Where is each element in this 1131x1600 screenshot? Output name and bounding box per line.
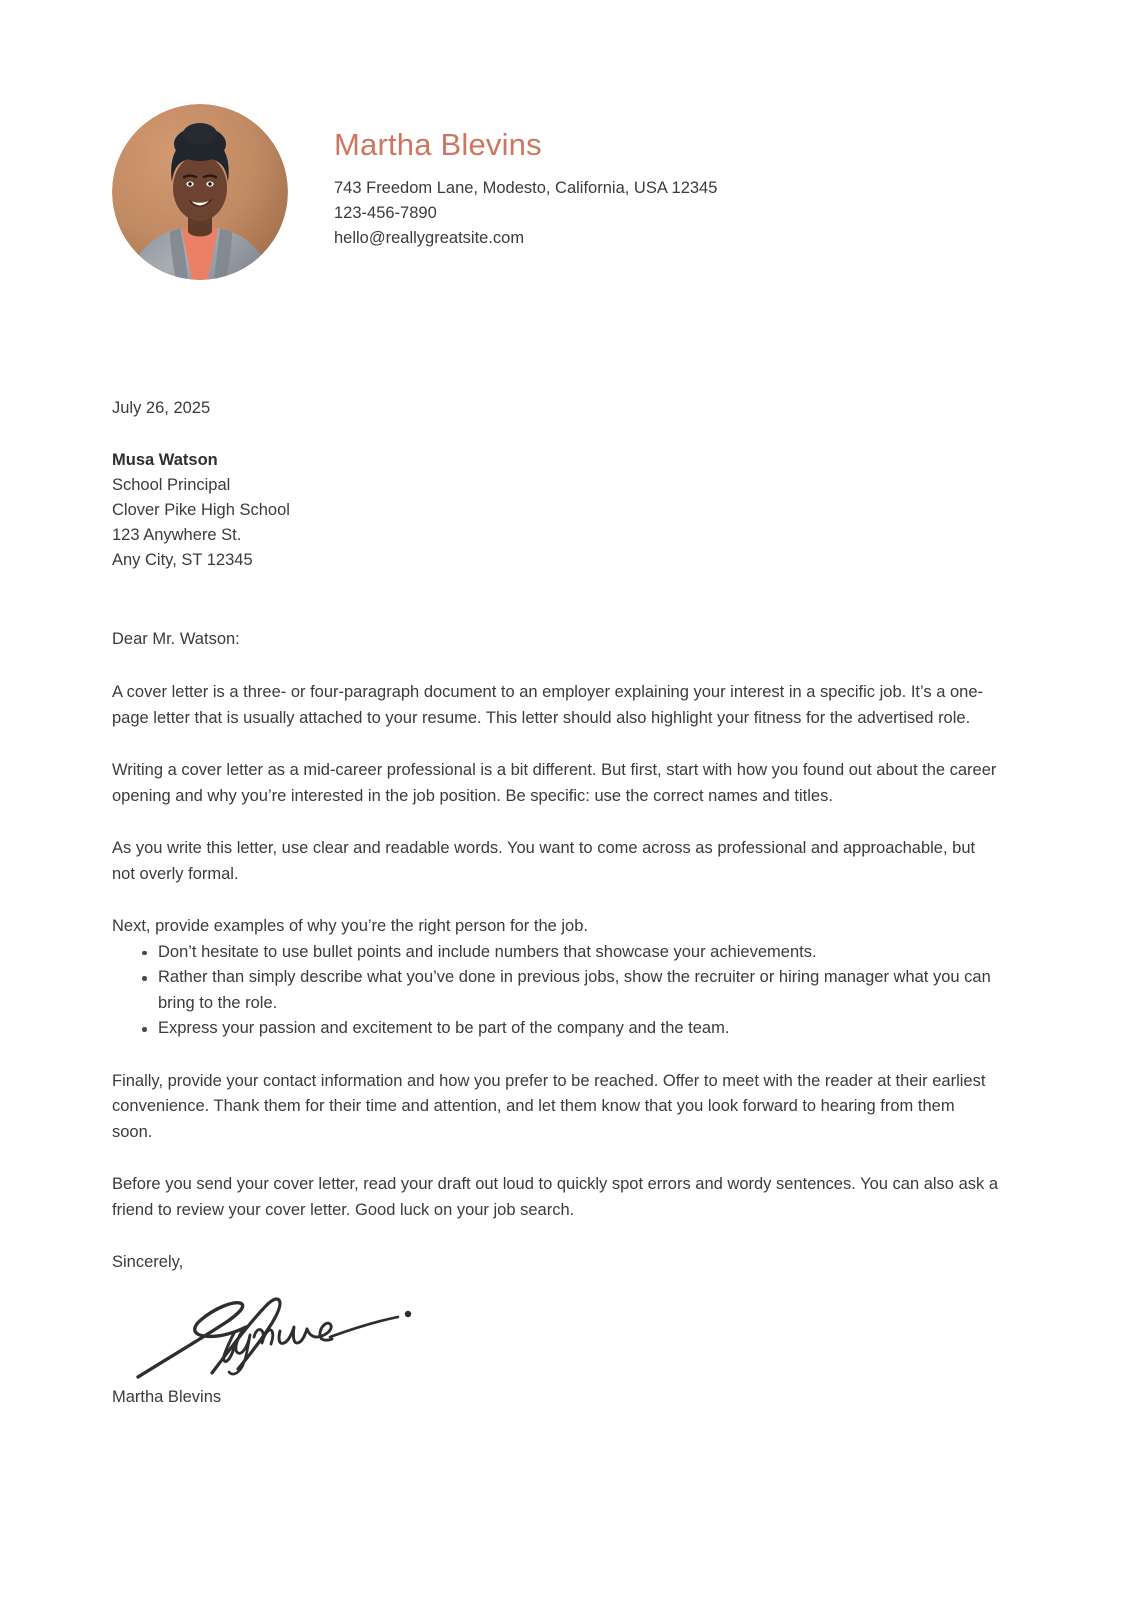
closing-paragraph-1: Finally, provide your contact information and how you prefer to be reached. Offer to meet with the reader at their earliest convenience. Thank them for their time and attention, and let them know that you look forward to hearing from them soon. — [112, 1071, 986, 1141]
sender-details — [334, 104, 717, 251]
list-item: Express your passion and excitement to be part of the company and the team. — [142, 1016, 998, 1042]
list-item: Rather than simply describe what you’ve done in previous jobs, show the recruiter or hiring manager what you can bring to the role. — [142, 965, 998, 1016]
letter-header — [112, 104, 717, 280]
handwritten-signature-icon — [130, 1281, 420, 1381]
recipient-block — [112, 448, 998, 573]
signature-image — [130, 1281, 998, 1381]
avatar — [112, 104, 288, 280]
recipient-title: School Principal — [112, 476, 231, 494]
portrait-photo-icon — [112, 104, 288, 280]
recipient-name: Musa Watson — [112, 451, 218, 469]
body-paragraph-3: As you write this letter, use clear and readable words. You want to come across as professional and approachable, but not overly formal. — [112, 839, 976, 883]
closing-paragraph-2: Before you send your cover letter, read your draft out loud to quickly spot errors and wordy sentences. You can also ask a friend to review your cover letter. Good luck on your job search. — [112, 1175, 999, 1219]
recipient-city-state-zip: Any City, ST 12345 — [112, 551, 253, 569]
sender-address: 743 Freedom Lane, Modesto, California, USA 12345 — [334, 179, 718, 198]
sender-email: hello@reallygreatsite.com — [334, 229, 525, 248]
letter-body — [112, 396, 998, 1410]
sign-off: Sincerely, — [112, 1253, 184, 1271]
recipient-street: 123 Anywhere St. — [112, 526, 242, 544]
body-paragraph-2: Writing a cover letter as a mid-career professional is a bit different. But first, start with how you found out about the career opening and why you’re interested in the job position. Be specific: use the correct names and titles. — [112, 761, 997, 805]
bullet-list — [112, 940, 998, 1042]
signer-name: Martha Blevins — [112, 1388, 222, 1406]
sender-phone: 123-456-7890 — [334, 204, 437, 223]
sender-name: Martha Blevins — [334, 127, 542, 162]
salutation: Dear Mr. Watson: — [112, 630, 240, 648]
recipient-organization: Clover Pike High School — [112, 501, 290, 519]
body-paragraph-1: A cover letter is a three- or four-paragraph document to an employer explaining your interest in a specific job. It’s a one-page letter that is usually attached to your resume. This letter should also highlight your fitness for the advertised role. — [112, 683, 983, 727]
letter-date: July 26, 2025 — [112, 399, 211, 417]
bullet-list-intro: Next, provide examples of why you’re the right person for the job. — [112, 917, 588, 935]
list-item: Don’t hesitate to use bullet points and include numbers that showcase your achievements. — [142, 940, 998, 966]
